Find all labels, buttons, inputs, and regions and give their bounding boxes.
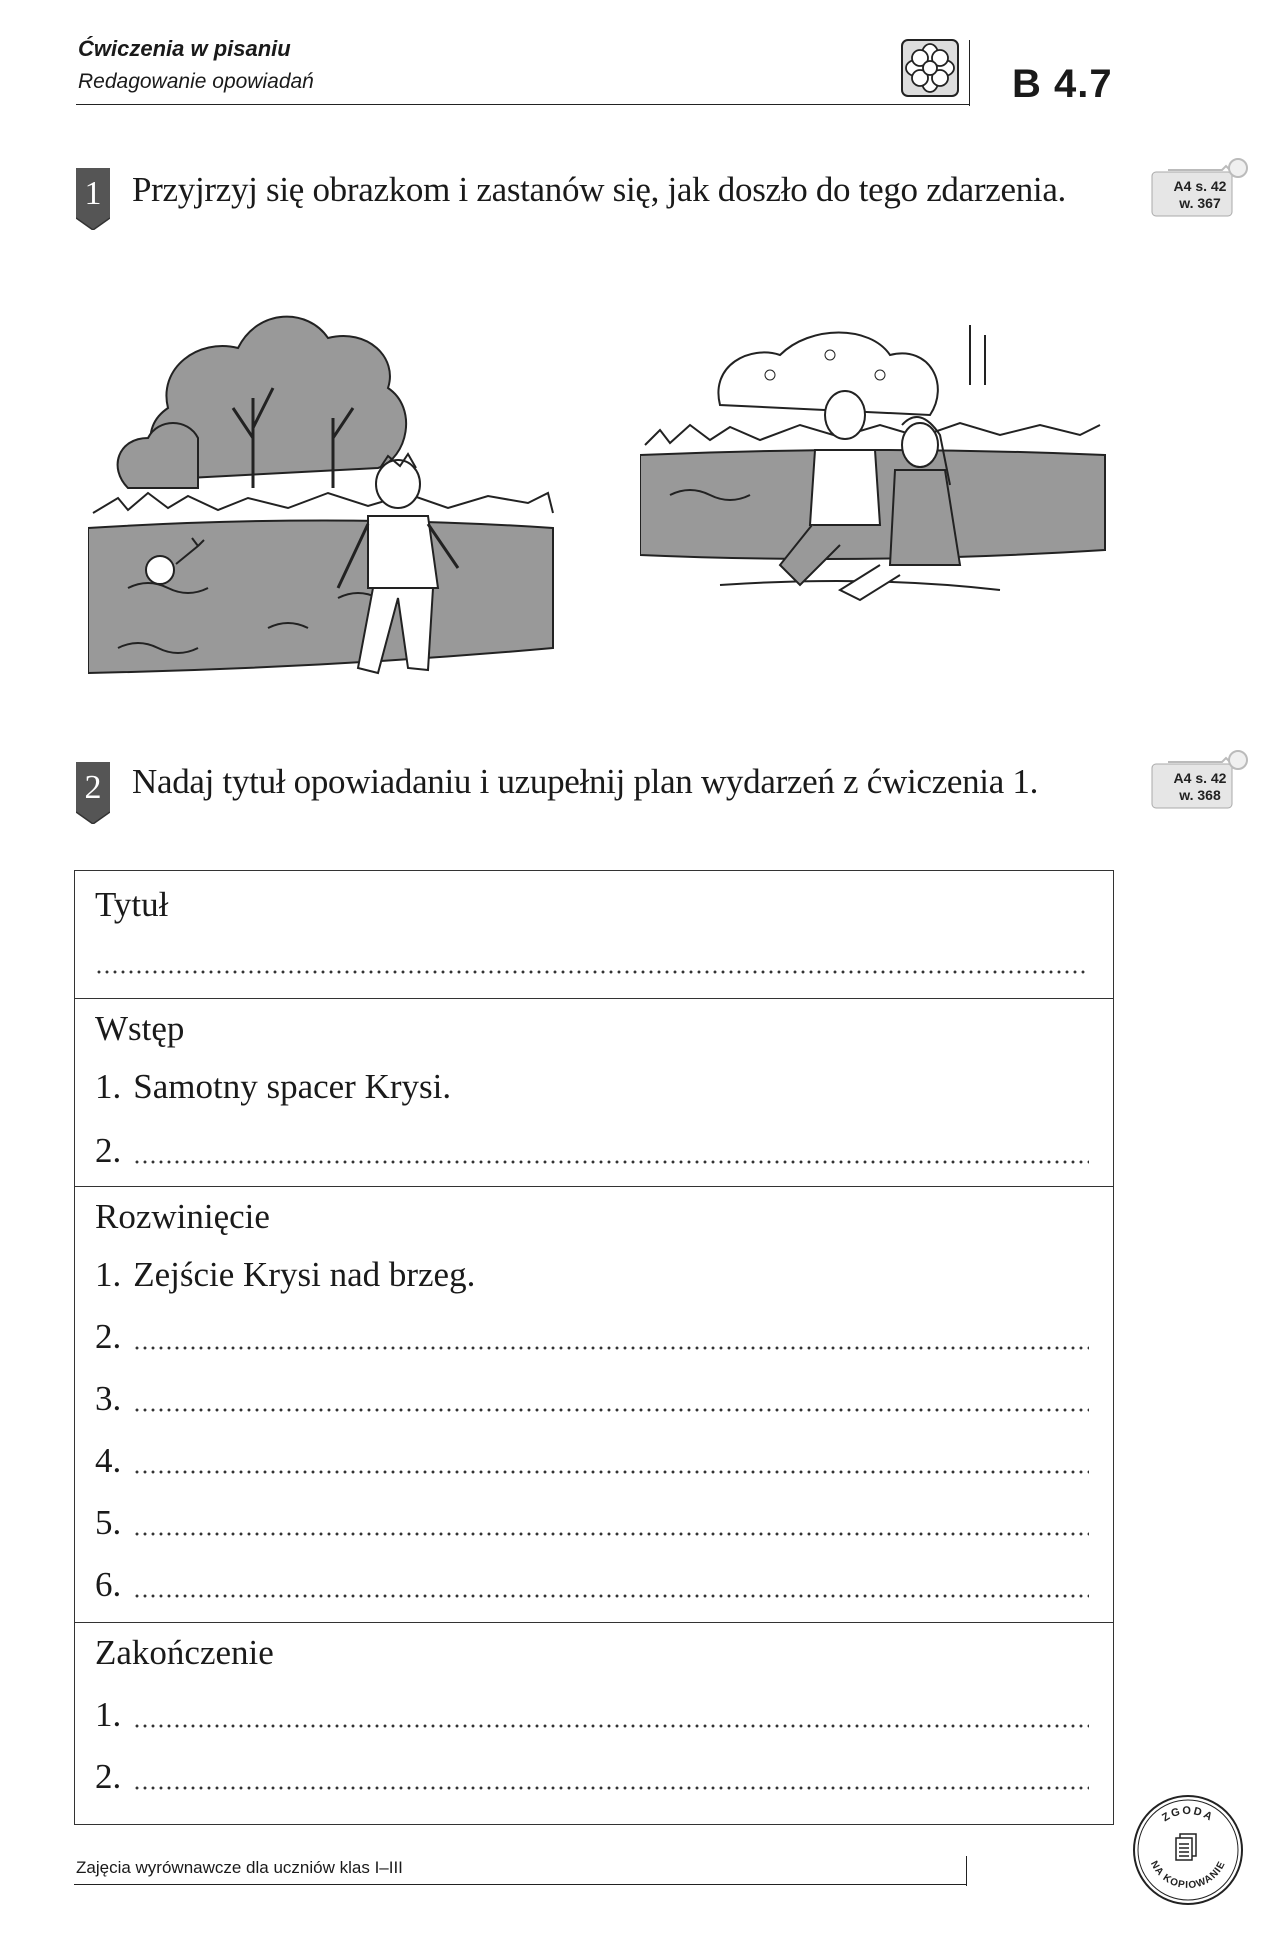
item-text: Zejście Krysi nad brzeg. (133, 1255, 476, 1294)
item-number: 3. (95, 1379, 122, 1418)
answer-line[interactable] (133, 1724, 1089, 1728)
plan-ending-item-1[interactable] (95, 1691, 1089, 1735)
plan-body-item-2[interactable] (95, 1313, 1089, 1357)
plan-intro-section (75, 999, 1113, 1187)
answer-line[interactable] (95, 970, 1089, 974)
plan-intro-label: Wstęp (95, 1009, 185, 1048)
item-text: Samotny spacer Krysi. (133, 1067, 452, 1106)
item-number: 1. (95, 1255, 122, 1294)
copy-permission-stamp-icon (1128, 1790, 1248, 1910)
stamp-top-text: ZGODA (1160, 1804, 1216, 1825)
item-number: 6. (95, 1565, 122, 1604)
plan-intro-item-1 (95, 1063, 1089, 1107)
exercise-2-ref-entry: w. 368 (1179, 787, 1221, 803)
plan-title-section (75, 871, 1113, 999)
answer-line[interactable] (133, 1786, 1089, 1790)
plan-body-item-4[interactable] (95, 1437, 1089, 1481)
worksheet-code: B 4.7 (1012, 62, 1113, 106)
exercise-1-badge (76, 168, 110, 230)
story-plan-table (74, 870, 1114, 1825)
answer-line[interactable] (133, 1594, 1089, 1598)
answer-line[interactable] (133, 1346, 1089, 1350)
plan-body-item-5[interactable] (95, 1499, 1089, 1543)
exercise-2-ref-page: A4 s. 42 (1173, 770, 1227, 786)
exercise-1-ref-entry: w. 367 (1179, 195, 1221, 211)
answer-line[interactable] (133, 1470, 1089, 1474)
item-number: 1. (95, 1067, 122, 1106)
exercise-1-instruction: Przyjrzyj się obrazkom i zastanów się, jak doszło do tego zdarzenia. (132, 170, 1067, 209)
footer-text: Zajęcia wyrównawcze dla uczniów klas I–III (76, 1858, 403, 1877)
exercise-2-reference (1148, 748, 1252, 812)
exercise-2-badge (76, 762, 110, 824)
plan-intro-item-2[interactable] (95, 1127, 1089, 1171)
stamp-bottom-text: NA KOPIOWANIE (1148, 1859, 1228, 1892)
answer-line[interactable] (133, 1532, 1089, 1536)
plan-body-section (75, 1187, 1113, 1623)
item-number: 2. (95, 1317, 122, 1356)
item-number: 1. (95, 1695, 122, 1734)
exercise-2-instruction: Nadaj tytuł opowiadaniu i uzupełnij plan wydarzeń z ćwiczenia 1. (132, 762, 1039, 801)
exercise-1-reference (1148, 156, 1252, 220)
plan-body-item-1 (95, 1251, 1089, 1295)
plan-body-item-6[interactable] (95, 1561, 1089, 1605)
drowning-girl-scene-illustration (88, 288, 558, 688)
exercise-1-ref-page: A4 s. 42 (1173, 178, 1227, 194)
footer-rule (74, 1884, 966, 1885)
rescued-girl-scene-illustration (640, 325, 1110, 625)
flower-icon (900, 38, 960, 98)
plan-ending-label: Zakończenie (95, 1633, 274, 1672)
plan-title-label: Tytuł (95, 885, 169, 924)
answer-line[interactable] (133, 1408, 1089, 1412)
item-number: 4. (95, 1441, 122, 1480)
footer-rule-end (966, 1856, 967, 1886)
answer-line[interactable] (133, 1160, 1089, 1164)
plan-body-label: Rozwinięcie (95, 1197, 270, 1236)
header-title: Ćwiczenia w pisaniu (78, 36, 291, 61)
item-number: 2. (95, 1757, 122, 1796)
exercise-1-number: 1 (84, 175, 102, 212)
header-rule (76, 104, 969, 105)
plan-body-item-3[interactable] (95, 1375, 1089, 1419)
item-number: 5. (95, 1503, 122, 1542)
plan-ending-section (75, 1623, 1113, 1823)
header-subtitle: Redagowanie opowiadań (78, 70, 314, 93)
plan-title-line[interactable] (95, 937, 1089, 981)
item-number: 2. (95, 1131, 122, 1170)
plan-ending-item-2[interactable] (95, 1753, 1089, 1797)
exercise-2-number: 2 (84, 769, 102, 806)
header-rule-end (969, 40, 970, 106)
